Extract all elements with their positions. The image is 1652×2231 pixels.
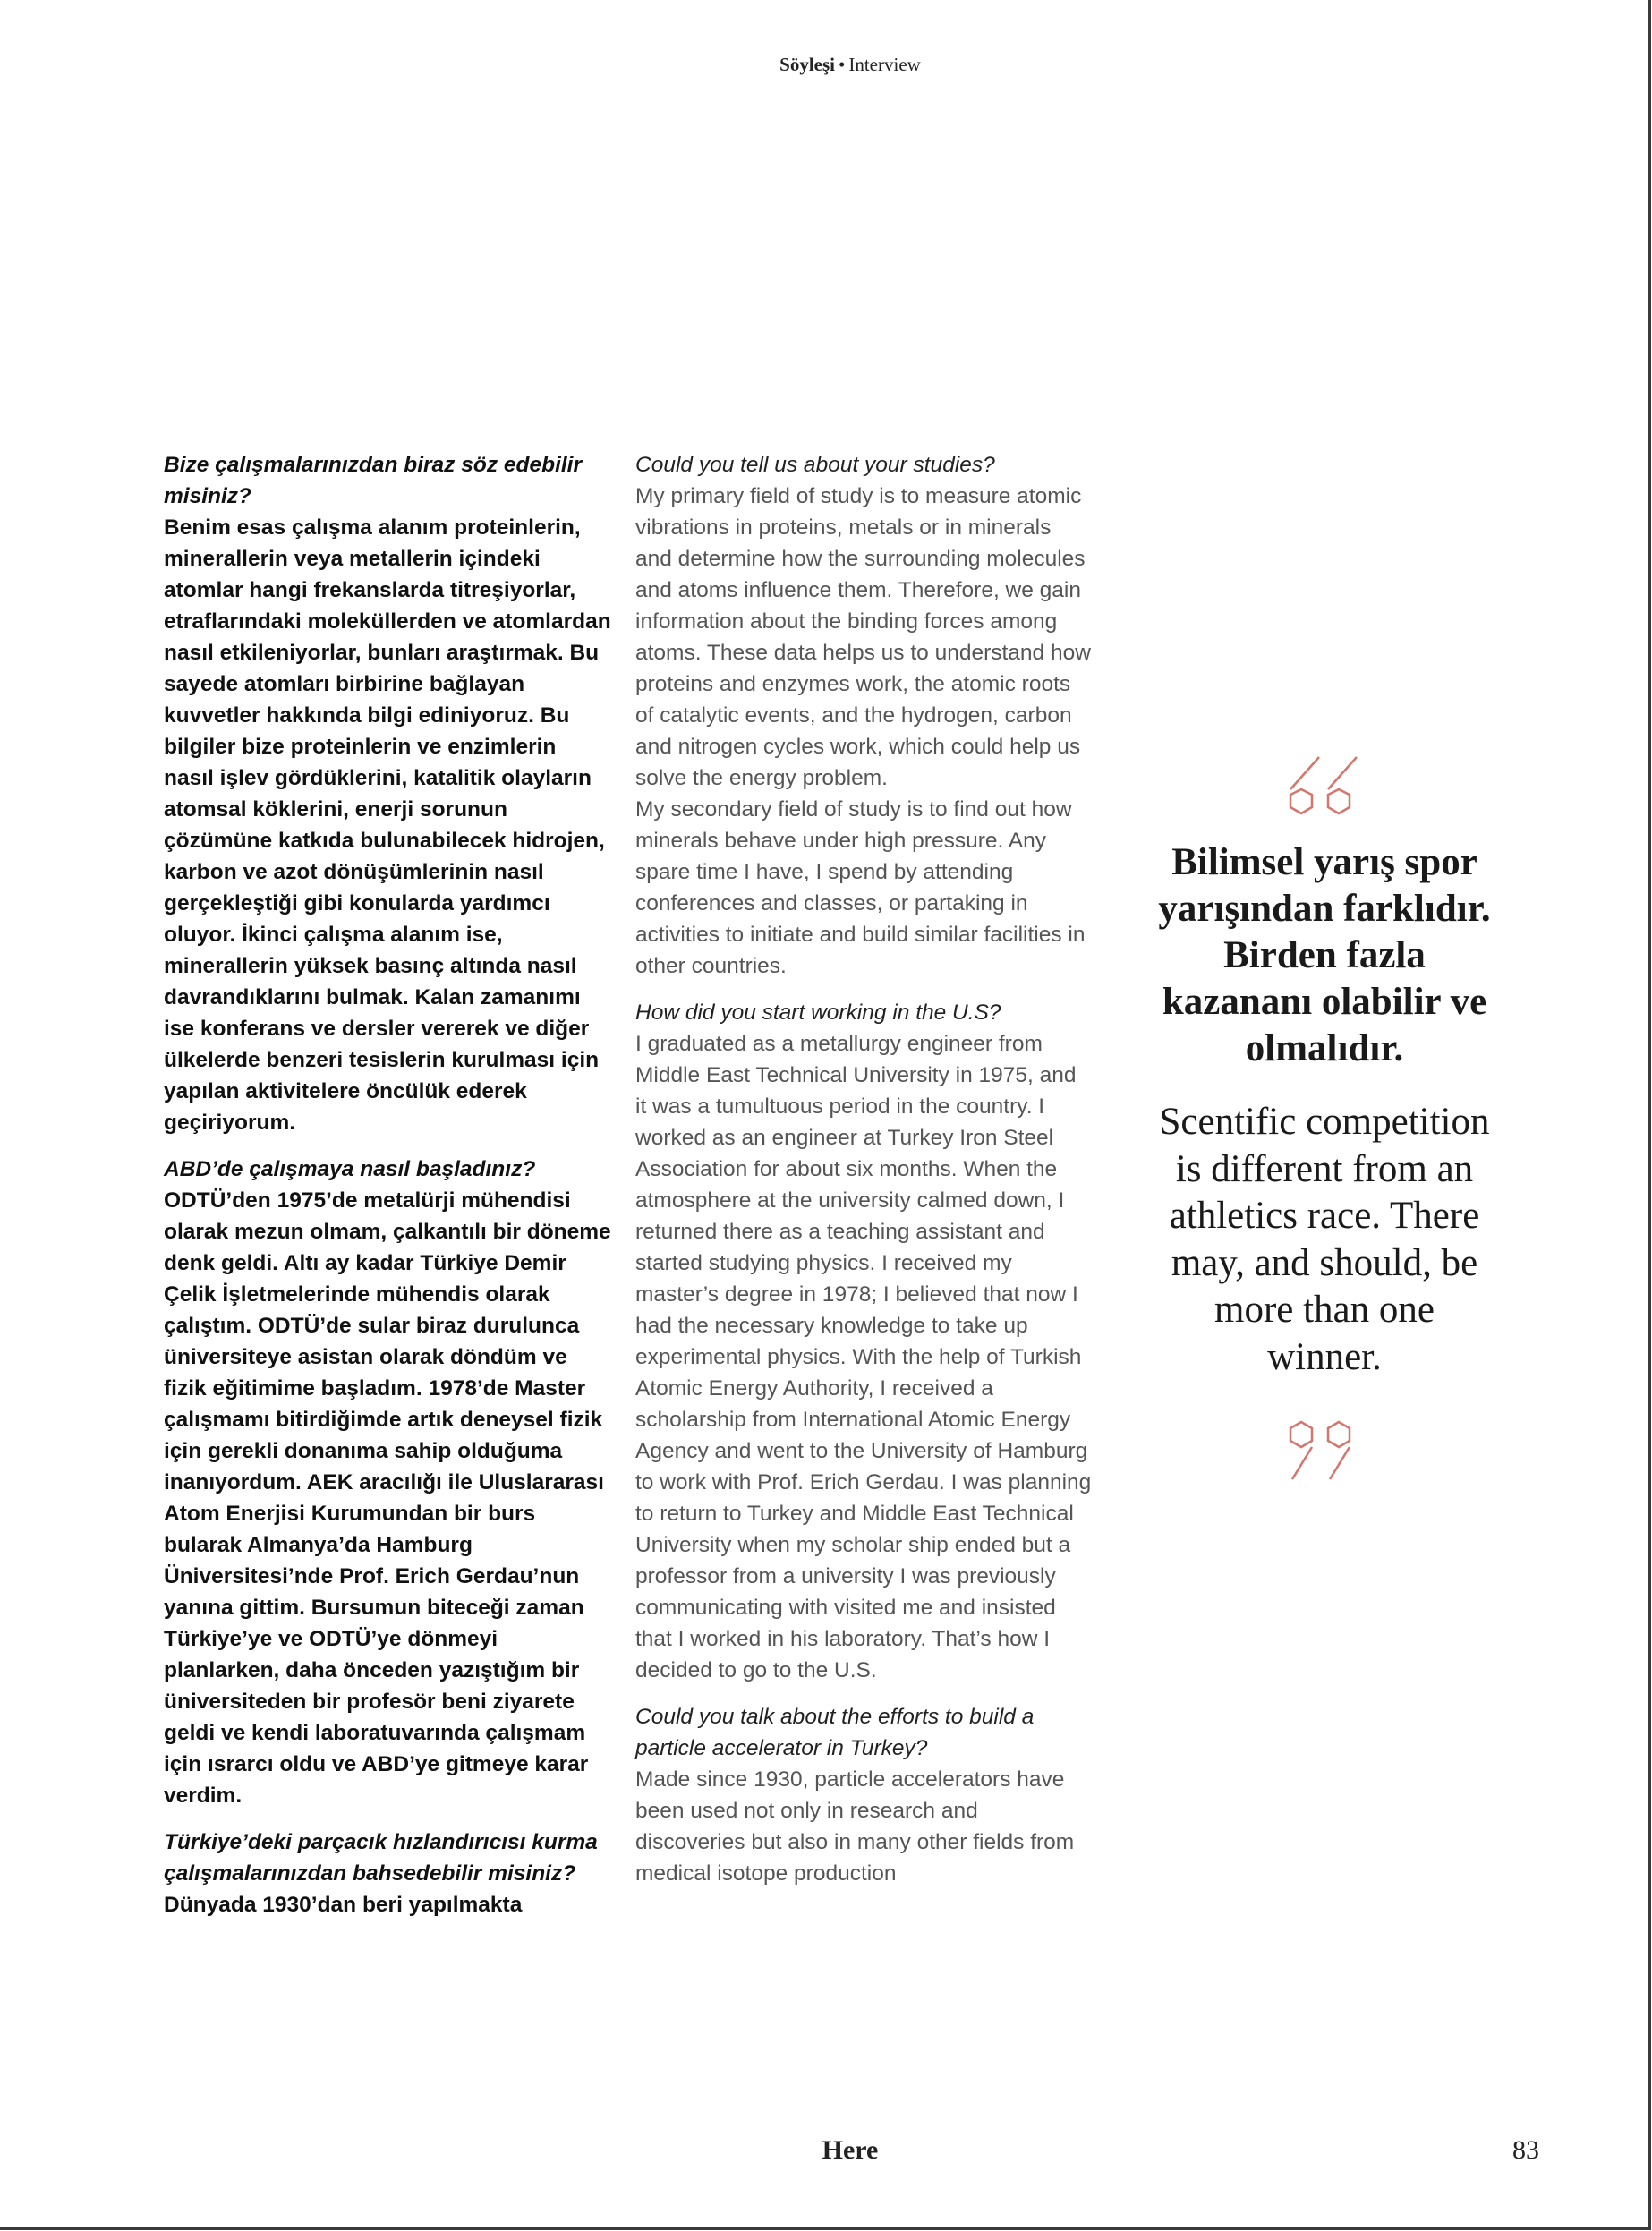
answer-text: I graduated as a metallurgy engineer from Middle East Technical University in 1975, and it was a tumultuous period in the country. I worked as an engineer at Turkey Iron Steel Association for about six months. When the atmosphere at the university calmed down, I returned there as a teaching assistant and started studying physics. I received my master’s degree in 1978; I believed that now I had the necessary knowledge to take up experimental physics. With the help of Turkish Atomic Energy Authority, I received a scholarship from International Atomic Energy Agency and went to the University of Hamburg to work with Prof. Erich Gerdau. I was planning to return to Turkey and Middle East Technical University when my scholar ship ended but a professor from a university I was previously communicating with visited me and insisted that I worked in his laboratory. That’s how I decided to go to the U.S.	[635, 1032, 1092, 1682]
qa-block	[164, 1154, 611, 1811]
english-column	[635, 449, 1092, 1904]
question-text: Could you tell us about your studies?	[635, 453, 995, 477]
qa-block	[164, 1827, 611, 1920]
answer-text: ODTÜ’den 1975’de metalürji mühendisi olarak mezun olmam, çalkantılı bir döneme denk geldi. Altı ay kadar Türkiye Demir Çelik İşletmelerinde mühendis olarak çalıştım. ODTÜ’de sular biraz durulunca üniversiteye asistan olarak döndüm ve fizik eğitimime başladım. 1978’de Master çalışmamı bitirdiğimde artık deneysel fizik için gerekli donanıma sahip olduğuma inanıyordum. AEK aracılığı ile Uluslararası Atom Enerjisi Kurumundan bir burs bularak Almanya’da Hamburg Üniversitesi’nde Prof. Erich Gerdau’nun yanına gittim. Bursumun biteceği zaman Türkiye’ye ve ODTÜ’ye dönmeyi planlarken, daha önceden yazıştığım bir üniversiteden bir profesör beni ziyarete geldi ve kendi laboratuvarında çalışmam için ısrarcı oldu ve ABD’ye gitmeye karar verdim.	[164, 1188, 611, 1808]
qa-block	[635, 997, 1092, 1686]
answer-text: Benim esas çalışma alanım proteinlerin, minerallerin veya metallerin içindeki atomlar hangi frekanslarda titreşiyorlar, etraflarındaki moleküllerden ve atomlardan nasıl etkileniyorlar, bunları araştırmak. Bu sayede atomları birbirine bağlayan kuvvetler hakkında bilgi ediniyoruz. Bu bilgiler bize proteinlerin ve enzimlerin nasıl işlev gördüklerini, katalitik olayların atomsal köklerini, enerji sorunun çözümüne katkıda bulunabilecek hidrojen, karbon ve azot dönüşümlerinin nasıl gerçekleştiği gibi konularda yardımcı oluyor. İkinci çalışma alanım ise, minerallerin yüksek basınç altında nasıl davrandıklarını bulmak. Kalan zamanımı ise konferans ve dersler vererek ve diğer ülkelerde benzeri tesislerin kurulması için yapılan aktivitelere öncülük ederek geçiriyorum.	[164, 515, 611, 1135]
question-text: How did you start working in the U.S?	[635, 1001, 1001, 1025]
section-label-tr: Söyleşi	[779, 54, 835, 75]
answer-text: My primary field of study is to measure atomic vibrations in proteins, metals or in minerals and determine how the surrounding molecules and atoms influence them. Therefore, we gain information about the binding forces among atoms. These data helps us to understand how proteins and enzymes work, the atomic roots of catalytic events, and the hydrogen, carbon and nitrogen cycles work, which could help us solve the energy problem.	[635, 484, 1091, 790]
pull-quote-en: Scentific competition is different from an athletics race. There may, and should, be more than one winner.	[1159, 1101, 1490, 1378]
answer-text: Dünyada 1930’dan beri yapılmakta	[164, 1893, 523, 1917]
pull-quote	[1154, 754, 1494, 1483]
question-text: Bize çalışmalarınızdan biraz söz edebilir misiniz?	[164, 453, 583, 508]
pull-quote-tr: Bilimsel yarış spor yarışından farklıdır. Birden fazla kazananı olabilir ve olmalıdır.	[1158, 841, 1491, 1069]
section-label-en: Interview	[848, 54, 921, 75]
page-number: 83	[1512, 2135, 1539, 2165]
turkish-column	[164, 449, 611, 1936]
answer-text: Made since 1930, particle accelerators have been used not only in research and discoveries but also in many other fields from medical isotope production	[635, 1767, 1075, 1886]
qa-block	[635, 449, 1092, 982]
publication-name: Here	[822, 2135, 879, 2165]
page-header	[0, 54, 1652, 76]
qa-block	[164, 449, 611, 1138]
section-separator: •	[839, 54, 846, 75]
close-quote-icon	[1282, 1418, 1367, 1483]
question-text: Türkiye’deki parçacık hızlandırıcısı kurma çalışmalarınızdan bahsedebilir misiniz?	[164, 1830, 598, 1886]
question-text: ABD’de çalışmaya nasıl başladınız?	[164, 1157, 536, 1181]
answer-text-continued: My secondary field of study is to find out how minerals behave under high pressure. Any spare time I have, I spend by attending conferences and classes, or partaking in activities to initiate and build similar facilities in other countries.	[635, 797, 1086, 978]
open-quote-icon	[1282, 754, 1367, 818]
qa-block	[635, 1701, 1092, 1889]
question-text: Could you talk about the efforts to build a particle accelerator in Turkey?	[635, 1705, 1035, 1760]
